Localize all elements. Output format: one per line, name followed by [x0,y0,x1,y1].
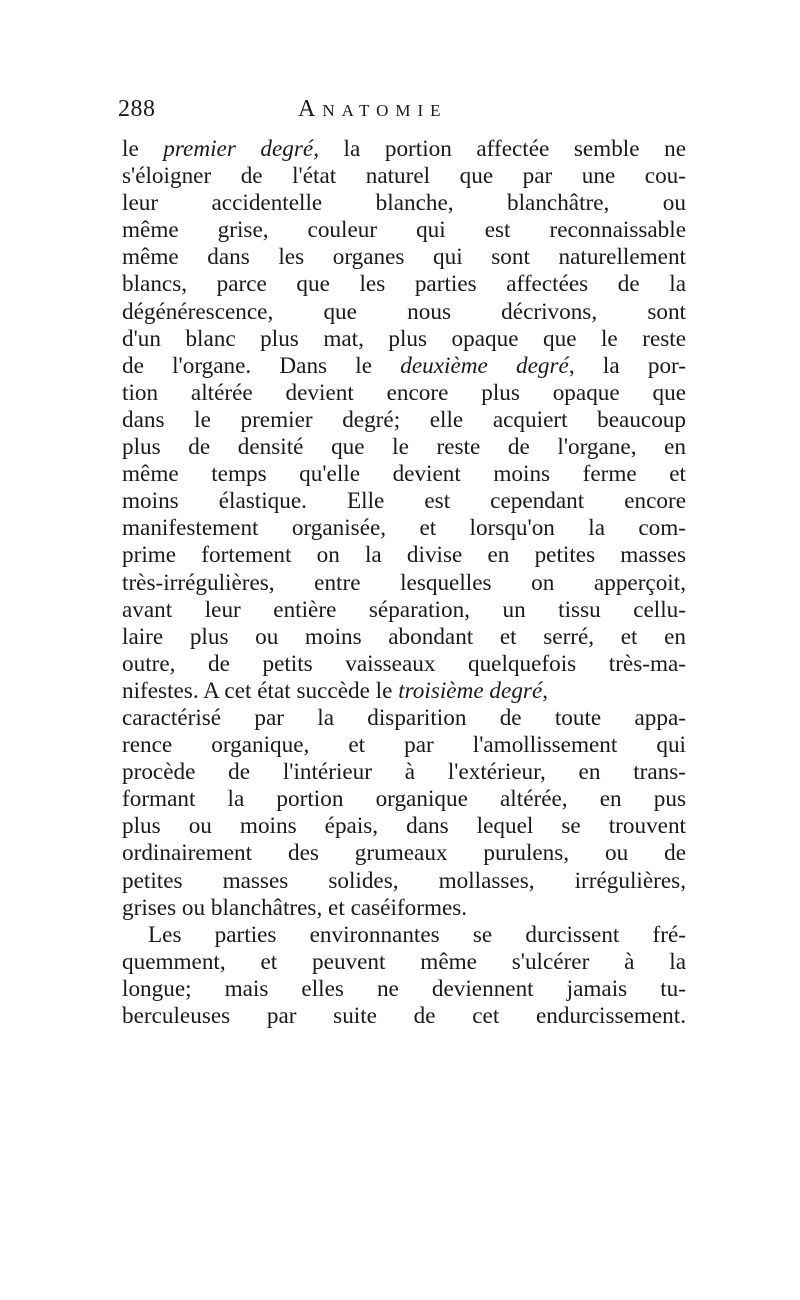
text-line [122,515,686,542]
text-segment: blancs, parce que les parties affectées de la [122,271,686,298]
text-segment: caractérisé par la disparition de toute appa- [122,704,686,731]
text-line [122,353,686,380]
text-segment: même temps qu'elle devient moins ferme et [122,461,686,488]
text-segment: longue; mais elles ne deviennent jamais tu- [122,975,686,1002]
text-segment: plus ou moins épais, dans lequel se trouvent [122,813,686,840]
body-text [122,136,686,1030]
page-number: 288 [118,96,156,122]
text-segment: leur accidentelle blanche, blanchâtre, ou [122,190,686,217]
text-line [122,895,686,922]
text-line [122,1003,686,1030]
text-segment: même grise, couleur qui est reconnaissable [122,217,686,244]
text-line [122,217,686,244]
text-segment: moins élastique. Elle est cependant encore [122,488,686,515]
text-line [122,190,686,217]
text-line [122,299,686,326]
text-line [122,868,686,895]
text-segment: formant la portion organique altérée, en pus [122,786,686,813]
text-line [122,732,686,759]
text-line [122,624,686,651]
text-segment: avant leur entière séparation, un tissu cellu- [122,596,686,623]
text-line [122,840,686,867]
text-line [122,949,686,976]
text-segment: grises ou blanchâtres, et caséiformes. [122,894,468,921]
page-header [118,96,678,136]
text-line [122,326,686,353]
text-segment: de l'organe. Dans le [122,352,401,379]
text-segment: procède de l'intérieur à l'extérieur, en trans- [122,759,686,786]
text-segment: quemment, et peuvent même s'ulcérer à la [122,948,686,975]
text-segment: ordinairement des grumeaux purulens, ou de [122,840,686,867]
text-line [122,136,686,163]
text-segment: le [122,136,164,162]
text-segment: s'éloigner de l'état naturel que par une cou- [122,163,686,190]
text-line [122,488,686,515]
text-segment: rence organique, et par l'amollissement qui [122,732,686,759]
text-line [122,380,686,407]
text-line [122,922,686,949]
text-segment: dégénérescence, que nous décrivons, sont [122,298,686,325]
text-line [122,976,686,1003]
text-line [122,542,686,569]
text-segment: , la portion affectée semble ne [313,136,686,162]
text-line [122,813,686,840]
text-segment: même dans les organes qui sont naturellement [122,244,686,271]
text-segment: manifestement organisée, et lorsqu'on la com- [122,515,686,542]
text-line [122,678,686,705]
text-line [122,271,686,298]
text-segment: très-irrégulières, entre lesquelles on apperçoit, [122,569,686,596]
text-line [122,759,686,786]
text-line [122,461,686,488]
text-line [122,570,686,597]
text-line [122,407,686,434]
text-segment: , la por- [568,352,687,379]
text-segment: laire plus ou moins abondant et serré, et en [122,623,686,650]
text-segment: , [542,677,549,704]
text-segment: plus de densité que le reste de l'organe, en [122,434,686,461]
running-head: Anatomie [298,96,448,122]
text-line [122,705,686,732]
text-segment: Les parties environnantes se durcissent fré- [148,921,686,948]
text-line [122,651,686,678]
text-segment: tion altérée devient encore plus opaque que [122,379,686,406]
text-segment: dans le premier degré; elle acquiert beaucoup [122,406,686,433]
text-segment: outre, de petits vaisseaux quelquefois très-ma- [122,650,686,677]
italic-term: troisième degré [398,677,543,704]
text-line [122,163,686,190]
italic-term: premier degré [163,136,314,162]
text-line [122,786,686,813]
text-segment: prime fortement on la divise en petites masses [122,542,686,569]
text-segment: berculeuses par suite de cet endurcissement. [122,1003,686,1029]
text-segment: petites masses solides, mollasses, irrégulières, [122,867,686,894]
text-line [122,434,686,461]
text-segment: d'un blanc plus mat, plus opaque que le reste [122,325,686,352]
italic-term: deuxième degré [400,352,569,379]
text-line [122,597,686,624]
text-line [122,244,686,271]
text-segment: nifestes. A cet état succède le [122,677,399,704]
